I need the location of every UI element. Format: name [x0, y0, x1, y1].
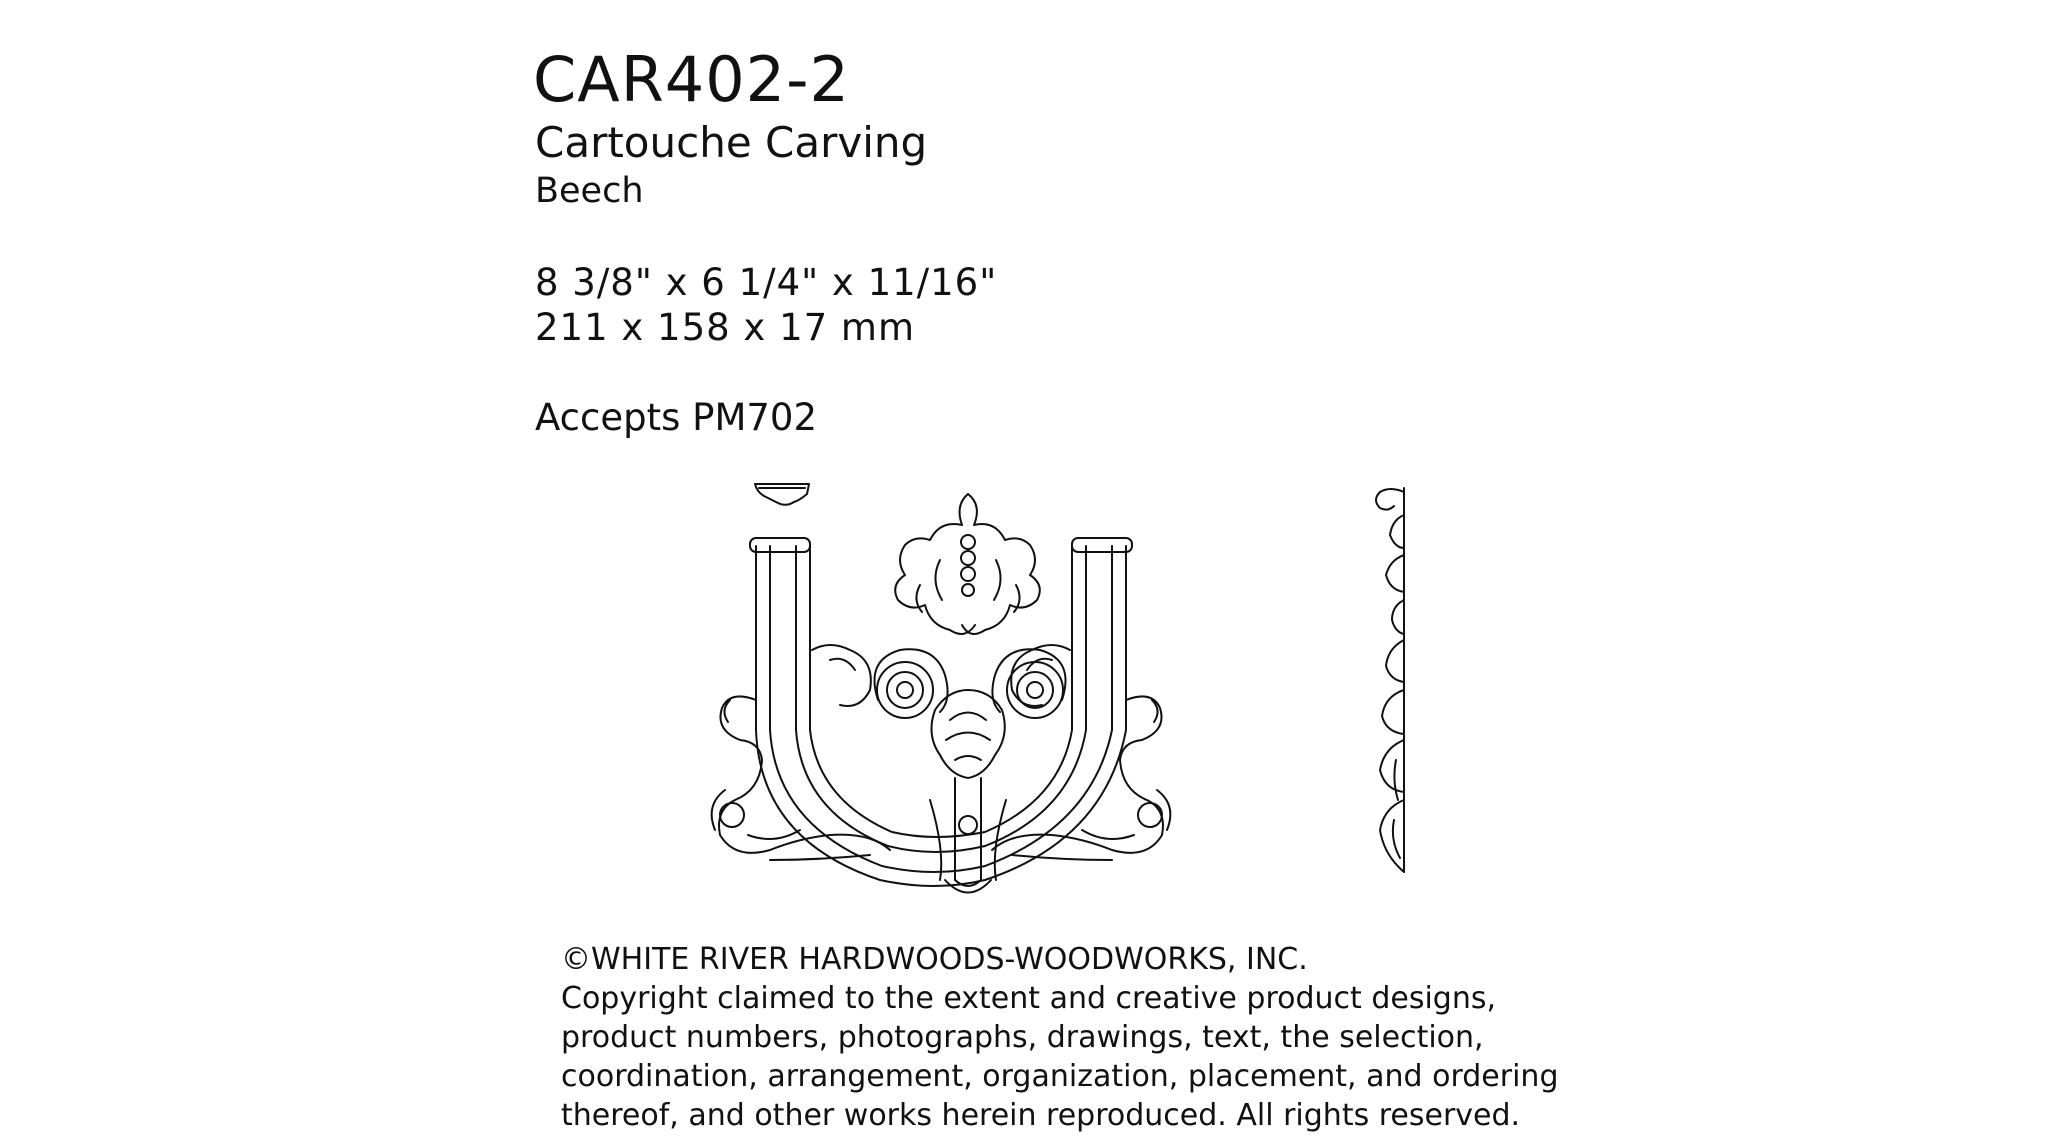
product-material: Beech	[535, 171, 644, 211]
side-profile-carving	[1376, 488, 1404, 872]
copyright-line: product numbers, photographs, drawings, text, the selection,	[561, 1020, 1484, 1055]
copyright-line: coordination, arrangement, organization, placement, and ordering	[561, 1059, 1559, 1094]
section-profile-icon	[755, 484, 809, 505]
copyright-line: Copyright claimed to the extent and creative product designs,	[561, 981, 1497, 1016]
copyright-line: thereof, and other works herein reproduced. All rights reserved.	[561, 1098, 1521, 1133]
dimensions-block	[535, 260, 997, 350]
accepts-note: Accepts PM702	[535, 396, 817, 439]
copyright-line: ©WHITE RIVER HARDWOODS-WOODWORKS, INC.	[561, 942, 1308, 977]
product-name: Cartouche Carving	[535, 118, 928, 167]
dimensions-imperial: 8 3/8" x 6 1/4" x 11/16"	[535, 261, 998, 304]
front-view-carving	[712, 494, 1171, 893]
product-sku: CAR402-2	[533, 43, 850, 116]
dimensions-metric: 211 x 158 x 17 mm	[535, 306, 916, 349]
copyright-notice	[561, 940, 1559, 1135]
